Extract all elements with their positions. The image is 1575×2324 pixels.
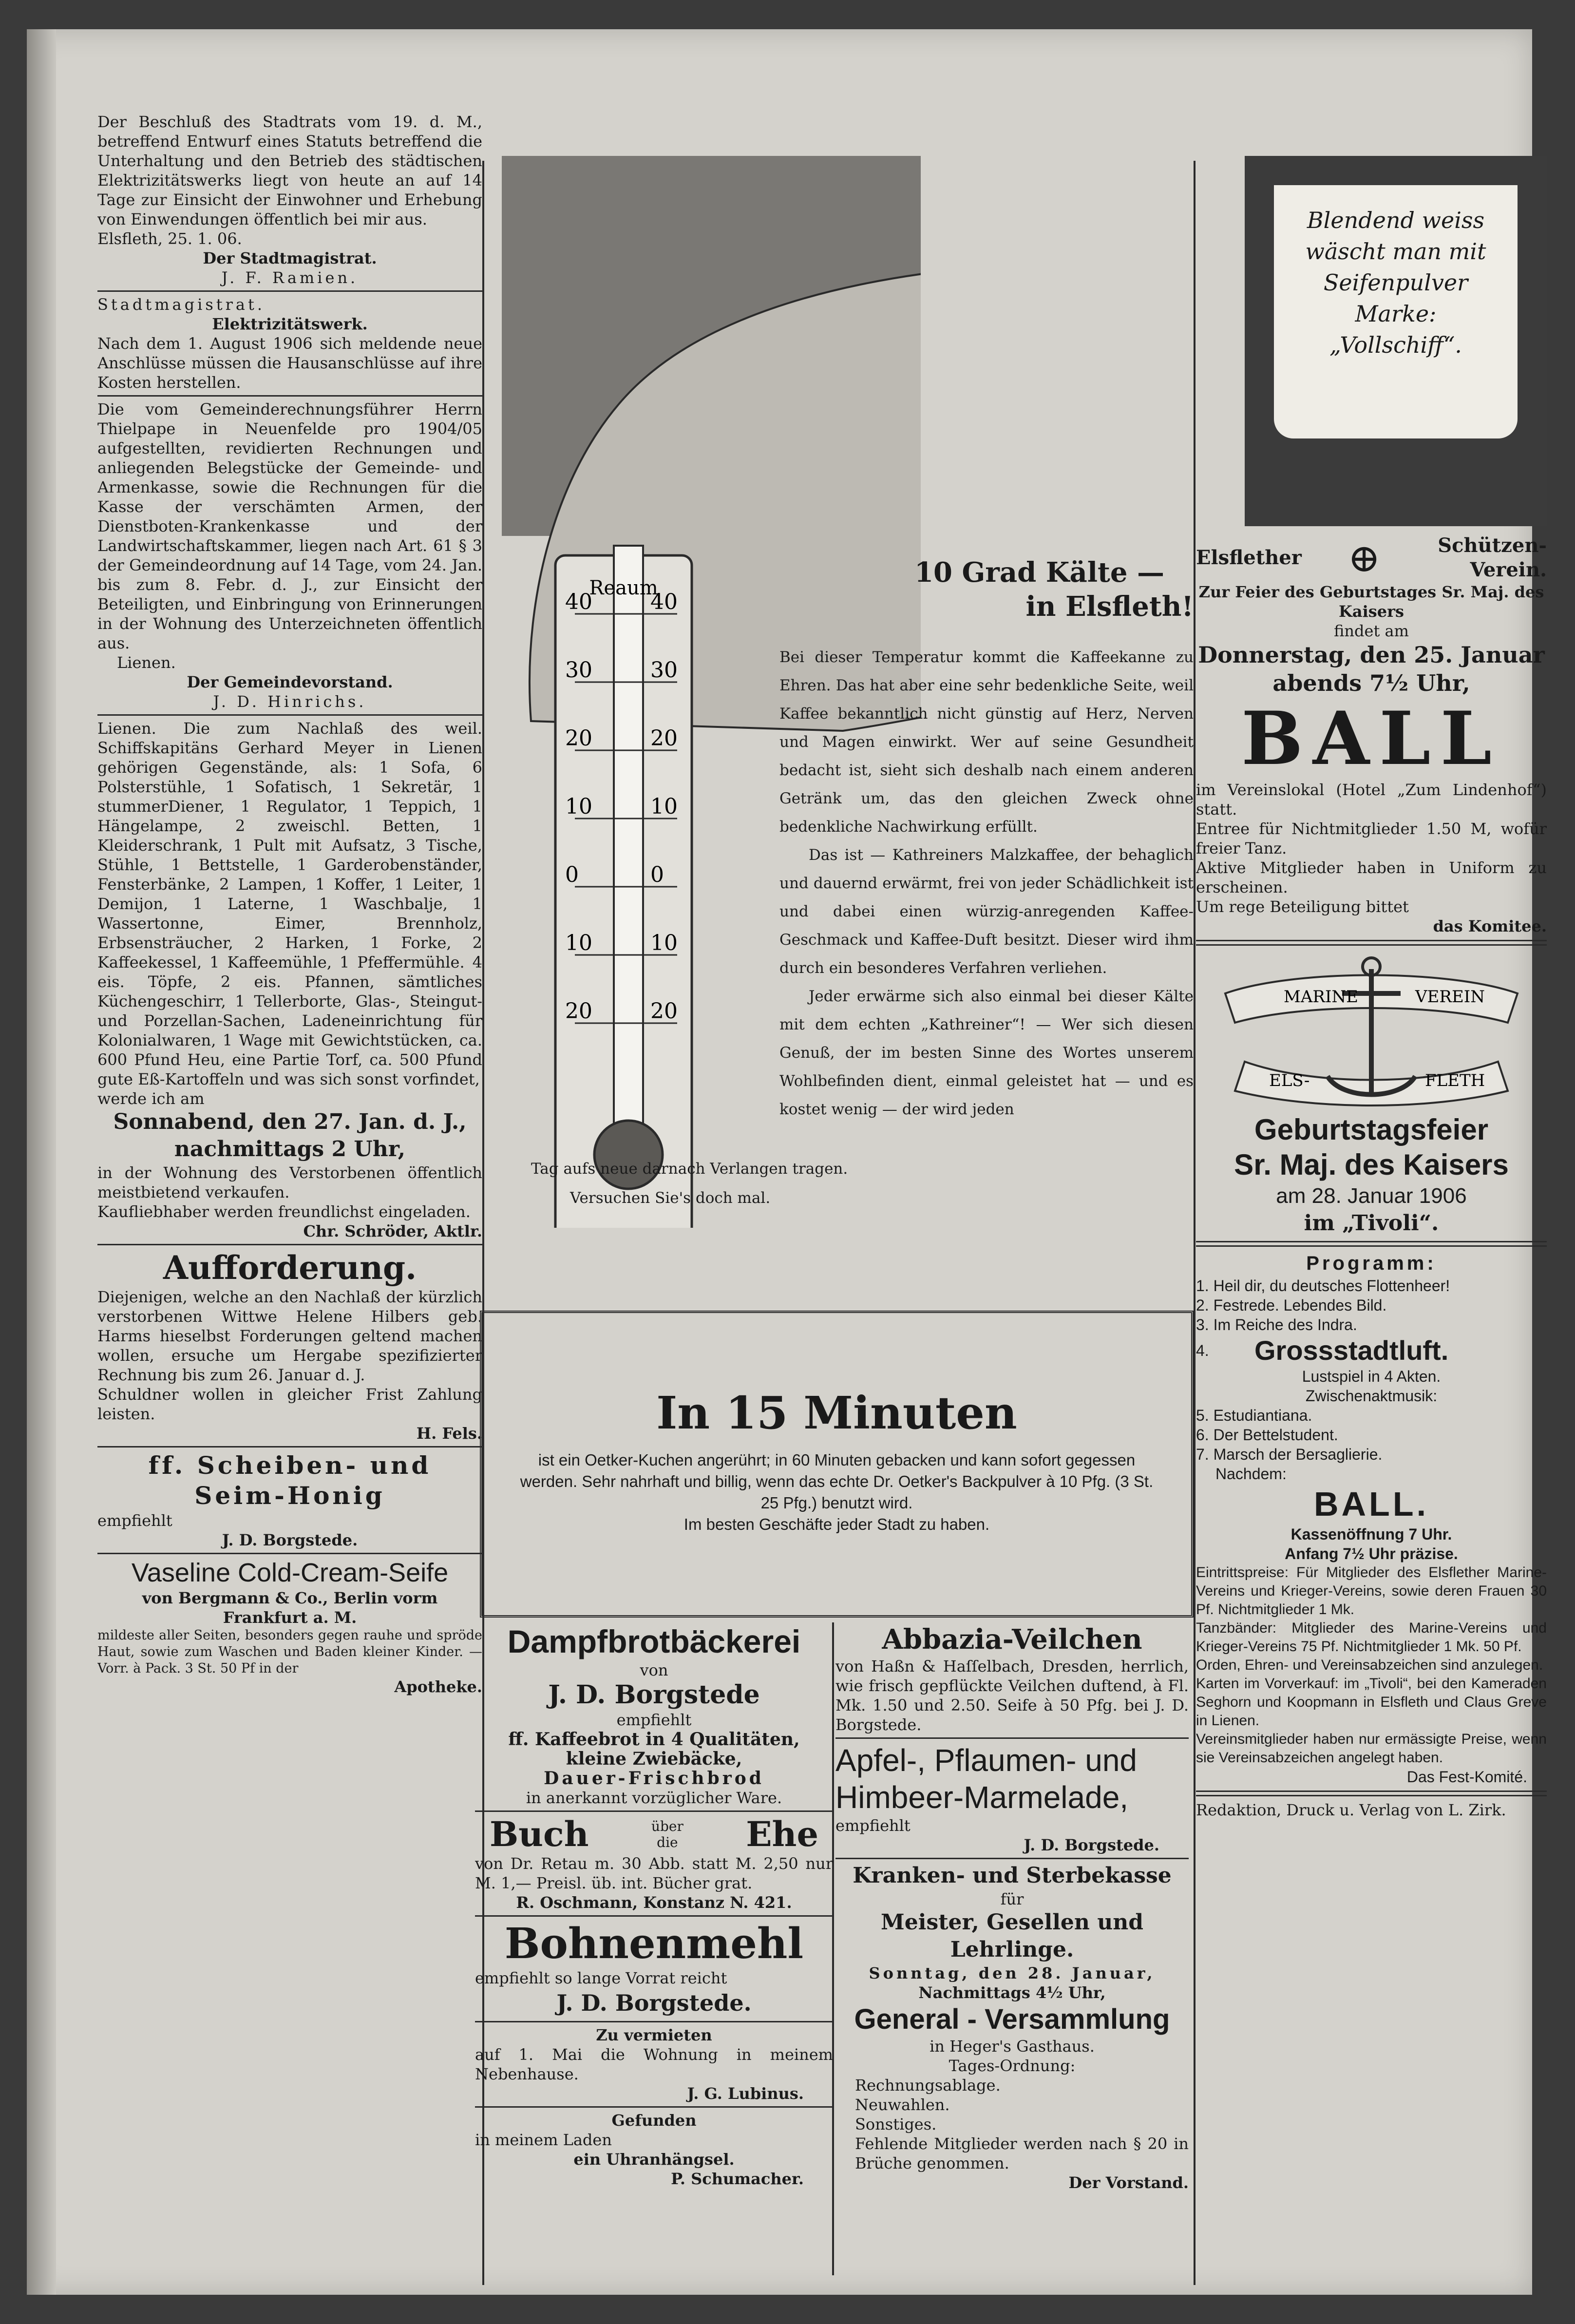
- divider: [97, 1446, 482, 1448]
- middle-column-right: [835, 1622, 1189, 2192]
- coffee-headline: in Elsfleth!: [1025, 591, 1194, 623]
- schuetzen-left: Elsflether: [1196, 546, 1302, 569]
- buch-title: über die: [651, 1818, 683, 1850]
- marine-anfang: Anfang 7½ Uhr präzise.: [1285, 1545, 1458, 1562]
- thermometer-label: Reaum: [589, 577, 658, 599]
- emblem-text: FLETH: [1425, 1071, 1485, 1090]
- emblem-text: MARINE: [1284, 987, 1358, 1007]
- marine-location: im „Tivoli“.: [1304, 1211, 1439, 1236]
- gefunden-text: in meinem Laden: [475, 2131, 612, 2149]
- schuetzen-date: Donnerstag, den 25. Januar: [1198, 642, 1545, 668]
- target-icon: ⊕: [1347, 535, 1381, 581]
- auction-text: in der Wohnung des Verstorbenen öffentlich meistbietend verkaufen.: [97, 1163, 482, 1201]
- notice-signature-name: J. F. Ramien.: [221, 268, 359, 287]
- schuetzen-location: im Vereinslokal (Hotel „Zum Lindenhof“) statt.: [1196, 781, 1547, 819]
- soap-line: „Vollschiff“.: [1329, 332, 1462, 358]
- divider: [475, 2021, 833, 2022]
- dampf-name: J. D. Borgstede: [548, 1680, 760, 1710]
- marine-karten: Karten im Vorverkauf: im „Tivoli“, bei den Kameraden Seghorn und Koopmann in Elsfleth und Claus Greve in Lienen.: [1196, 1676, 1547, 1729]
- divider: [475, 1810, 833, 1812]
- gefunden-title: Gefunden: [611, 2111, 697, 2130]
- dampf-text: in anerkannt vorzüglicher Ware.: [526, 1789, 782, 1807]
- program-heading: Programm:: [1306, 1253, 1437, 1274]
- notice-stadtrat: Der Beschluß des Stadtrats vom 19. d. M., betreffend Entwurf eines Statuts betreffend die Unterhaltung und den Betrieb des städtischen Elektrizitätswerks liegt von heute an auf 14 Tage zur Einsicht der Einwohner und Erhebung von Einwendungen öffentlich bei mir aus.: [97, 113, 482, 229]
- divider: [97, 1553, 482, 1554]
- krankenkasse-date: Sonntag, den 28. Januar,: [869, 1964, 1156, 1982]
- schuetzen-time: abends 7½ Uhr,: [1272, 670, 1470, 696]
- program-item: 7. Marsch der Bersaglierie.: [1196, 1446, 1383, 1463]
- schuetzen-entree: Entree für Nichtmitglieder 1.50 M, wofür freier Tanz.: [1196, 819, 1547, 857]
- scale-tick: 0: [650, 862, 664, 887]
- schuetzen-right: Schützen-Verein.: [1438, 534, 1547, 581]
- dampf-text: Dauer-Frischbrod: [544, 1768, 764, 1789]
- emblem-text: VEREIN: [1415, 987, 1485, 1007]
- soap-line: Seifenpulver: [1323, 269, 1468, 296]
- program-item-sub: Lustspiel in 4 Akten.: [1302, 1368, 1441, 1385]
- soap-line: Marke:: [1355, 301, 1437, 327]
- divider: [475, 2106, 833, 2108]
- divider: [97, 1244, 482, 1245]
- aufforderung-text: Schuldner wollen in gleicher Frist Zahlung leisten.: [97, 1385, 482, 1423]
- program-item: 1. Heil dir, du deutsches Flottenheer!: [1196, 1277, 1450, 1295]
- scale-tick: 20: [565, 726, 592, 751]
- program-zwischen: Zwischenaktmusik:: [1305, 1387, 1438, 1405]
- dampf-text: ff. Kaffeebrot in 4 Qualitäten, kleine Zwiebäcke,: [508, 1729, 800, 1769]
- marmelade-empfiehlt: empfiehlt: [835, 1816, 911, 1835]
- schuetzen-findet: findet am: [1334, 622, 1409, 640]
- program-item: 6. Der Bettelstudent.: [1196, 1426, 1338, 1444]
- bohnenmehl-title: Bohnenmehl: [504, 1919, 804, 1968]
- honig-sub: empfiehlt: [97, 1511, 172, 1530]
- page-spine: [27, 29, 56, 2295]
- vaseline-signature: Apotheke.: [394, 1677, 482, 1696]
- middle-column-left: [475, 1622, 833, 2189]
- marine-signature: Das Fest-Komité.: [1406, 1768, 1527, 1786]
- krankenkasse-signature: Der Vorstand.: [1068, 2173, 1189, 2192]
- scale-tick: 20: [650, 999, 678, 1024]
- dampf-von: von: [640, 1661, 668, 1679]
- gefunden-text: ein Uhranhängsel.: [573, 2150, 735, 2169]
- coffee-headline: 10 Grad Kälte —: [914, 556, 1164, 589]
- soap-line: Blendend weiss: [1307, 207, 1485, 233]
- schuetzen-uniform: Aktive Mitglieder haben in Uniform zu erscheinen.: [1196, 858, 1547, 896]
- marine-orden: Orden, Ehren- und Vereinsabzeichen sind anzulegen.: [1196, 1657, 1543, 1673]
- auction-time: nachmittags 2 Uhr,: [174, 1137, 406, 1162]
- divider: [475, 1915, 833, 1917]
- bohnenmehl-text: empfiehlt so lange Vorrat reicht: [475, 1969, 727, 1987]
- aufforderung-text: Diejenigen, welche an den Nachlaß der kürzlich verstorbenen Wittwe Helene Hilbers geb. Harms hieselbst Forderungen geltend machen wollen, ersuche um Hergabe spezifizierter Rechnung bis zum 26. Januar d. J.: [97, 1288, 482, 1384]
- emblem-text: ELS-: [1269, 1071, 1310, 1090]
- vermieten-text: auf 1. Mai die Wohnung in meinem Nebenhause.: [475, 2045, 833, 2083]
- oetker-title: In 15 Minuten: [656, 1387, 1017, 1439]
- bohnenmehl-signature: J. D. Borgstede.: [556, 1990, 752, 2016]
- divider: [1196, 1791, 1547, 1796]
- soap-cloth-illustration: [1274, 185, 1518, 438]
- marine-date: am 28. Januar 1906: [1276, 1184, 1467, 1208]
- krankenkasse-fuer: für: [1000, 1890, 1024, 1908]
- oetker-text: ist ein Oetker-Kuchen angerührt; in 60 Minuten gebacken und kann sofort gegessen werden. Sehr nahrhaft und billig, wenn das echte Dr. Oetker's Backpulver à 10 Pfg. (3 St. 25 Pfg.) benutzt wird.: [520, 1451, 1154, 1512]
- coffee-paragraph: Jeder erwärme sich also einmal bei dieser Kälte mit dem echten „Kathreiner“! — Wer sich diesen Genuß, der im besten Sinne des Wortes unserem Wohlbefinden dient, einmal geleistet hat — und es kostet wenig — der wird jeden: [779, 988, 1194, 1118]
- marine-title: Sr. Maj. des Kaisers: [1234, 1148, 1509, 1181]
- column-divider: [1194, 161, 1195, 2285]
- buch-text: von Dr. Retau m. 30 Abb. statt M. 2,50 nur M. 1,— Preisl. üb. int. Bücher grat.: [475, 1854, 833, 1892]
- vermieten-title: Zu vermieten: [596, 2026, 712, 2044]
- agenda-item: Sonstiges.: [855, 2115, 937, 2134]
- oetker-advertisement: [480, 1311, 1194, 1618]
- scale-tick: 40: [650, 590, 678, 614]
- auction-text: Kaufliebhaber werden freundlichst eingeladen.: [97, 1202, 471, 1221]
- divider: [97, 290, 482, 292]
- marine-ball: BALL.: [1313, 1485, 1429, 1523]
- divider: [835, 1858, 1189, 1859]
- scale-tick: 10: [565, 794, 592, 819]
- krankenkasse-general: General - Versammlung: [854, 2003, 1170, 2035]
- schuetzen-bitte: Um rege Beteiligung bittet: [1196, 897, 1409, 916]
- marine-tanz: Tanzbänder: Mitglieder des Marine-Vereins und Krieger-Vereins 75 Pf. Nichtmitglieder 1 Mk. 50 Pf.: [1196, 1620, 1547, 1655]
- auction-signature: Chr. Schröder, Aktlr.: [303, 1222, 482, 1240]
- right-column: [1196, 533, 1547, 1820]
- program-item: 5. Estudiantiana.: [1196, 1407, 1312, 1424]
- krankenkasse-place: in Heger's Gasthaus.: [930, 2037, 1095, 2056]
- scale-tick: 10: [650, 794, 678, 819]
- agenda-item: Rechnungsablage.: [855, 2076, 1001, 2095]
- aufforderung-signature: H. Fels.: [416, 1424, 482, 1443]
- anchor-banner-emblem: [1196, 950, 1547, 1110]
- dampf-empfiehlt: empfiehlt: [616, 1711, 692, 1729]
- marine-verein: Vereinsmitglieder haben nur ermässigte Preise, wenn sie Vereinsabzeichen angelegt haben.: [1196, 1731, 1547, 1766]
- krankenkasse-note: Fehlende Mitglieder werden nach § 20 in Brüche genommen.: [855, 2134, 1189, 2172]
- coffee-paragraph: Bei dieser Temperatur kommt die Kaffeekanne zu Ehren. Das hat aber eine sehr bedenkliche Seite, weil Kaffee bekanntlich nicht günstig auf Herz, Nerven und Magen einwirkt. Wer auf seine Gesundheit bedacht ist, sieht sich deshalb nach einem anderen Getränk um, das den gleichen Zweck ohne bedenkliche Nachwirkung erfüllt.: [779, 648, 1194, 836]
- krankenkasse-time: Nachmittags 4½ Uhr,: [918, 1983, 1106, 2002]
- soap-line: wäscht man mit: [1305, 238, 1486, 265]
- notice-signature: Der Gemeindevorstand.: [187, 673, 393, 691]
- oetker-text: Im besten Geschäfte jeder Stadt zu haben.: [683, 1515, 990, 1533]
- schuetzen-ball: BALL: [1241, 696, 1502, 781]
- footer-imprint: Redaktion, Druck u. Verlag von L. Zirk.: [1196, 1801, 1506, 1819]
- notice-date: Elsfleth, 25. 1. 06.: [97, 229, 242, 248]
- program-item-4: [1196, 1334, 1547, 1367]
- scale-tick: 40: [565, 590, 592, 614]
- abbazia-text: von Haßn & Haſſelbach, Dresden, herrlich, wie frisch gepflückte Veilchen duftend, à Fl. Mk. 1.50 und 2.50. Seife à 50 Pfg. bei J. D. Borgstede.: [835, 1657, 1189, 1734]
- buch-signature: R. Oschmann, Konstanz N. 421.: [516, 1893, 792, 1912]
- soap-advertisement: [1245, 156, 1547, 526]
- notice-place: Lienen.: [117, 653, 176, 672]
- auction-date: Sonnabend, den 27. Jan. d. J.,: [113, 1109, 467, 1134]
- divider: [1196, 940, 1547, 946]
- marine-eintritt: Eintrittspreise: Für Mitglieder des Elsflether Marine-Vereins und Krieger-Vereins, sowie deren Frauen 30 Pf. Nichtmitglieder 1 Mk.: [1196, 1564, 1547, 1618]
- honig-signature: J. D. Borgstede.: [222, 1531, 358, 1549]
- schuetzen-signature: das Komitee.: [1433, 917, 1547, 935]
- marine-title: Geburtstagsfeier: [1254, 1113, 1489, 1146]
- soap-text: [1274, 205, 1518, 361]
- krankenkasse-title: Kranken- und Sterbekasse: [853, 1863, 1172, 1888]
- program-item-title: Grossstadtluft.: [1254, 1335, 1449, 1366]
- left-column: [97, 112, 482, 1696]
- marine-kasse: Kassenöffnung 7 Uhr.: [1290, 1525, 1452, 1543]
- vaseline-title: Vaseline Cold-Cream-Seife: [131, 1558, 449, 1587]
- aufforderung-title: Aufforderung.: [163, 1249, 417, 1287]
- krankenkasse-agenda: Tages-Ordnung:: [949, 2057, 1076, 2075]
- divider: [1196, 1241, 1547, 1247]
- vermieten-signature: J. G. Lubinus.: [687, 2084, 804, 2103]
- dampf-title: Dampfbrotbäckerei: [507, 1623, 801, 1659]
- auction-text: werde ich am: [97, 1089, 205, 1108]
- scale-tick: 30: [650, 658, 678, 683]
- coffee-paragraph: Tag aufs neue darnach Verlangen tragen.: [531, 1160, 848, 1178]
- buch-title-row: [475, 1815, 833, 1854]
- divider: [835, 1737, 1189, 1739]
- notice-text: Nach dem 1. August 1906 sich meldende neue Anschlüsse müssen die Hausanschlüsse auf ihre Kosten herstellen.: [97, 334, 482, 392]
- divider: [97, 395, 482, 397]
- scale-tick: 20: [650, 726, 678, 751]
- scale-tick: 0: [565, 862, 579, 887]
- scale-tick: 20: [565, 999, 592, 1024]
- vaseline-text: von Bergmann & Co., Berlin vorm Frankfurt a. M.: [142, 1589, 438, 1627]
- scale-tick: 30: [565, 658, 592, 683]
- coffee-paragraph: Versuchen Sie's doch mal.: [570, 1189, 771, 1207]
- program-item: 3. Im Reiche des Indra.: [1196, 1316, 1357, 1333]
- marmelade-title: Apfel-, Pflaumen- und Himbeer-Marmelade,: [835, 1743, 1137, 1815]
- coffee-advertisement: [502, 156, 1194, 1228]
- coffee-paragraph: Das ist — Kathreiners Malzkaffee, der behaglich und dauernd erwärmt, frei von jeder Schädlichkeit ist und dabei einen würzig-anregenden Kaffee-Geschmack und Kaffee-Duft besitzt. Dieser wird ihm durch ein besonderes Verfahren verliehen.: [779, 846, 1194, 977]
- marmelade-signature: J. D. Borgstede.: [1024, 1836, 1159, 1854]
- honig-title: ff. Scheiben- und Seim-Honig: [148, 1451, 432, 1510]
- scale-tick: 10: [650, 931, 678, 955]
- schuetzen-header: [1196, 533, 1547, 582]
- scale-tick: 10: [565, 931, 592, 955]
- abbazia-title: Abbazia-Veilchen: [882, 1623, 1142, 1656]
- krankenkasse-sub: Meister, Gesellen und Lehrlinge.: [881, 1910, 1143, 1962]
- program-item: 2. Festrede. Lebendes Bild.: [1196, 1296, 1387, 1314]
- program-item-number: 4.: [1196, 1342, 1209, 1359]
- gefunden-signature: P. Schumacher.: [671, 2170, 804, 2188]
- notice-title: Elektrizitätswerk.: [212, 315, 368, 333]
- notice-heading: Stadtmagistrat.: [97, 295, 266, 314]
- notice-signature-name: J. D. Hinrichs.: [213, 692, 367, 711]
- schuetzen-text: Zur Feier des Geburtstages Sr. Maj. des Kaisers: [1198, 583, 1544, 621]
- coffee-ad-text: [779, 555, 1194, 1124]
- divider: [97, 714, 482, 716]
- vaseline-text: mildeste aller Seiten, besonders gegen rauhe und spröde Haut, sowie zum Waschen und Baden kleiner Kinder. — Vorr. à Pack. 3 St. 50 Pf in der: [97, 1628, 482, 1676]
- auction-text: Lienen. Die zum Nachlaß des weil. Schiffskapitäns Gerhard Meyer in Lienen gehörigen Gegenstände, als: 1 Sofa, 6 Polsterstühle, 1 Sofatisch, 1 Sekretär, 1 stummerDiener, 1 Regulator, 1 Teppich, 1 Hängelampe, 2 zweischl. Betten, 1 Kleiderschrank, 1 Pult mit Aufsatz, 3 Tische, Stühle, 1 Bettstelle, 1 Garderobenständer, Fensterbänke, 2 Lampen, 1 Koffer, 1 Leiter, 1 Demijon, 1 Laterne, 1 Waschbalje, 1 Wassertonne, Eimer, Brennholz, Erbsensträucher, 2 Harken, 1 Forke, 2 Kaffeekessel, 1 Kaffeemühle, 1 Pfeffermühle. 4 eis. Töpfe, 2 eis. Pfannen, sämtliches Küchengeschirr, 1 Tellerborte, Glas-, Steingut- und Porzellan-Sachen, Ladeneinrichtung für Kolonialwaren, 1 Wage mit Gewichtstücken, ca. 600 Pfund Heu, eine Partie Torf, ca. 500 Pfund gute Eß-Kartoffeln und was sich sonst vorfindet,: [97, 719, 482, 1088]
- agenda-item: Neuwahlen.: [855, 2095, 950, 2114]
- buch-title: Buch: [490, 1814, 589, 1854]
- notice-signature: Der Stadtmagistrat.: [203, 249, 377, 267]
- program-nachdem: Nachdem:: [1215, 1465, 1287, 1483]
- notice-text: Die vom Gemeinderechnungsführer Herrn Thielpape in Neuenfelde pro 1904/05 aufgestellten, revidierten Rechnungen und anliegenden Belegstücke der Gemeinde- und Armenkasse, sowie die Rechnungen für die Kasse der verschämten Armen, der Dienstboten-Krankenkasse und der Landwirtschaftskammer, liegen nach Art. 61 § 3 der Gemeindeordnung auf 14 Tage, vom 24. Jan. bis zum 8. Febr. d. J., zur Einsicht der Beteiligten, und Einbringung von Erinnerungen in der Wohnung des Unterzeichneten öffentlich aus.: [97, 400, 482, 652]
- buch-title: Ehe: [746, 1814, 818, 1854]
